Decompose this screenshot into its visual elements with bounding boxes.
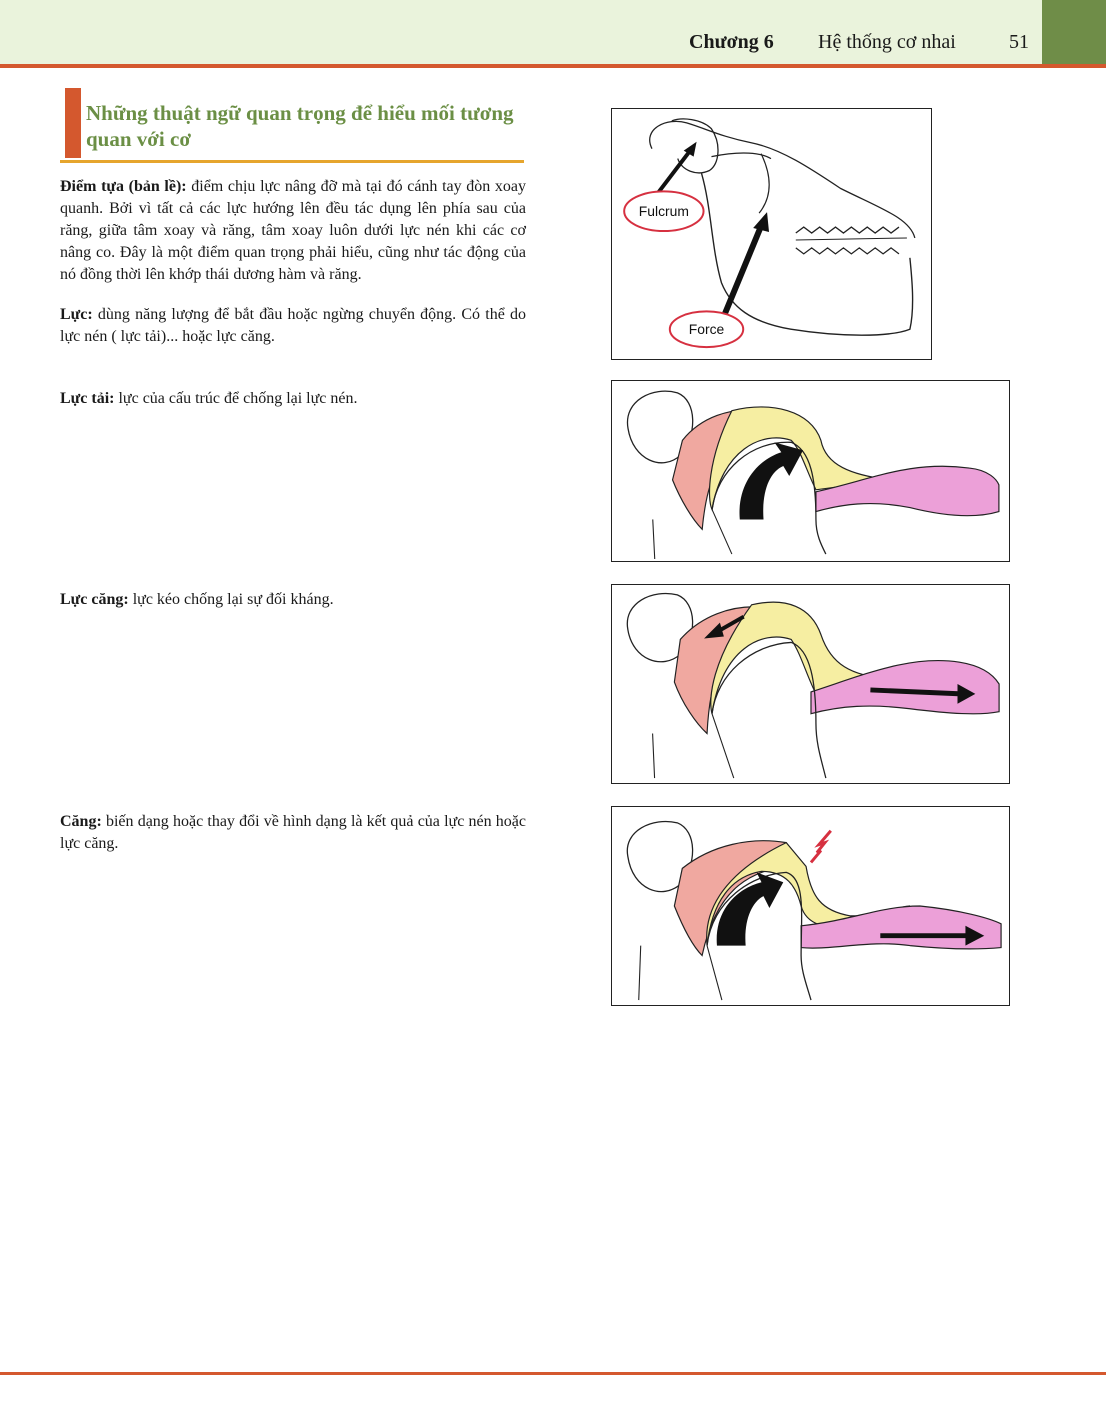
figure-strain xyxy=(611,806,1010,1006)
term-paragraph-load xyxy=(60,388,526,410)
term-definition: lực của cấu trúc để chống lại lực nén. xyxy=(114,390,358,407)
term-label: Lực tải: xyxy=(60,390,115,407)
force-label: Force xyxy=(688,321,725,338)
footer-rule xyxy=(0,1372,1106,1375)
joint-tension-illustration xyxy=(612,585,1009,783)
section-title: Những thuật ngữ quan trọng để hiểu mối tương quan với cơ xyxy=(86,101,514,151)
page-number: 51 xyxy=(1009,31,1029,53)
term-paragraph-tension xyxy=(60,589,526,611)
jaw-illustration xyxy=(612,109,931,359)
term-definition: dùng năng lượng để bắt đầu hoặc ngừng chuyển động. Có thể do lực nén ( lực tải)... hoặc lực căng. xyxy=(60,306,526,345)
joint-strain-illustration xyxy=(612,807,1009,1005)
term-label: Căng: xyxy=(60,813,102,830)
term-label: Điểm tựa (bản lề): xyxy=(60,178,187,195)
fulcrum-label: Fulcrum xyxy=(638,203,689,220)
section-heading xyxy=(60,88,524,160)
header-rule xyxy=(0,64,1106,68)
figure-load xyxy=(611,380,1010,562)
term-paragraph-fulcrum xyxy=(60,176,526,286)
heading-accent-bar xyxy=(65,88,81,158)
figure-jaw-lever xyxy=(611,108,932,360)
term-paragraph-force xyxy=(60,304,526,348)
chapter-label: Chương 6 xyxy=(689,31,774,53)
term-paragraph-strain xyxy=(60,811,526,855)
joint-load-illustration xyxy=(612,381,1009,561)
term-label: Lực: xyxy=(60,306,93,323)
page-header xyxy=(0,0,1106,66)
term-definition: điểm chịu lực nâng đỡ mà tại đó cánh tay đòn xoay quanh. Bởi vì tất cả các lực hướng lên đều tác dụng lên phía sau của răng, giữa tâm xoay và răng, tâm xoay luôn dưới lực nén khi các cơ nâng co. Đây là một điểm quan trọng phải hiểu, cũng như tác động của nó đồng thời lên khớp thái dương hàm và răng. xyxy=(60,178,526,283)
heading-underline xyxy=(60,160,524,163)
term-definition: lực kéo chống lại sự đối kháng. xyxy=(128,591,334,608)
chapter-title: Hệ thống cơ nhai xyxy=(818,31,956,53)
figure-tension xyxy=(611,584,1010,784)
header-color-block xyxy=(1042,0,1106,64)
term-label: Lực căng: xyxy=(60,591,129,608)
term-definition: biến dạng hoặc thay đổi về hình dạng là kết quả của lực nén hoặc lực căng. xyxy=(60,813,526,852)
